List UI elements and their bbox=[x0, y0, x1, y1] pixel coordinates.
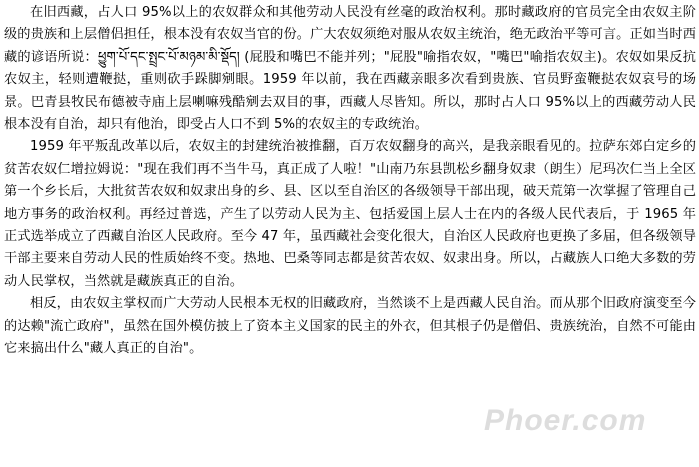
paragraph-1: 在旧西藏，占人口 95%以上的农奴群众和其他劳动人民没有丝毫的政治权利。那时藏政府的官员完全由农奴主阶级的贵族和上层僧侣担任，根本没有农奴当官的份。广大农奴须绝对服从农奴主统治，绝无政治平等可言。正如当时西藏的谚语所说：ཕྱུག་པོ་དང་སྤྲང་པོ་མཉམ་མི་སྡོད། (屁股和嘴巴不能并列；"屁股"喻指农奴，"嘴巴"喻指农奴主)。农奴如果反抗农奴主，轻则遭鞭挞，重则砍手跺脚剜眼。1959 年以前，我在西藏亲眼多次看到贵族、官员野蛮鞭挞农奴哀号的场景。巴青县牧民布德被寺庙上层喇嘛残酷剜去双目的事，西藏人尽皆知。所以，那时占人口 95%以上的西藏劳动人民根本没有自治，却只有他治，即受占人口不到 5%的农奴主的专政统治。 bbox=[4, 5, 696, 133]
article-body bbox=[4, 2, 696, 361]
paragraph-3: 相反，由农奴主掌权而广大劳动人民根本无权的旧藏政府，当然谈不上是西藏人民自治。而从那个旧政府演变至今的达赖"流亡政府"，虽然在国外模仿披上了资本主义国家的民主的外衣，但其根子仍是僧侣、贵族统治，自然不可能由它来搞出什么"藏人真正的自治"。 bbox=[4, 296, 696, 357]
paragraph-2: 1959 年平叛乱改革以后，农奴主的封建统治被推翻，百万农奴翻身的高兴，是我亲眼看见的。拉萨东郊白定乡的贫苦农奴仁增拉姆说："现在我们再不当牛马，真正成了人啦！"山南乃东县凯松乡翻身奴隶（朗生）尼玛次仁当上全区第一个乡长后，大批贫苦农奴和奴隶出身的乡、县、区以至自治区的各级领导干部出现，破天荒第一次掌握了管理自己地方事务的政治权利。再经过普选，产生了以劳动人民为主、包括爱国上层人士在内的各级人民代表后，于 1965 年正式选举成立了西藏自治区人民政府。至今 47 年，虽西藏社会变化很大，自治区人民政府也更换了多届，但各级领导干部主要来自劳动人民的性质始终不变。热地、巴桑等同志都是贫苦农奴、奴隶出身。所以，占藏族人口绝大多数的劳动人民掌权，当然就是藏族真正的自治。 bbox=[4, 139, 696, 289]
site-watermark: Phoer.com bbox=[484, 404, 647, 437]
